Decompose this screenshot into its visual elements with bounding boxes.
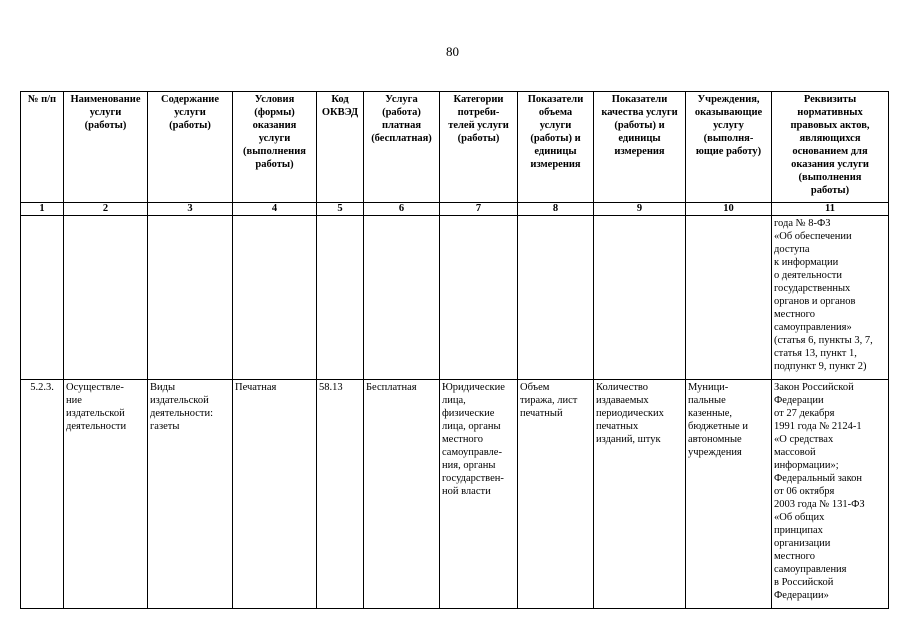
cell-line: 58.13 xyxy=(319,382,343,393)
column-number-row xyxy=(21,203,889,216)
column-number-11: 11 xyxy=(772,203,889,216)
column-number-9: 9 xyxy=(594,203,686,216)
cell-line: Муници- xyxy=(688,382,729,393)
cell-line: Показатели xyxy=(527,94,584,105)
cell-line: изданий, штук xyxy=(596,434,661,445)
table-cell-col9 xyxy=(594,380,686,609)
cell-line: Юридические xyxy=(442,382,505,393)
cell-line: Учреждения, xyxy=(697,94,760,105)
cell-line: местного xyxy=(774,309,815,320)
cell-line: периодических xyxy=(596,408,664,419)
column-header-4 xyxy=(233,92,317,203)
cell-line: казенные, xyxy=(688,408,732,419)
continuation-cell-2 xyxy=(64,216,148,380)
continuation-cell-11 xyxy=(772,216,889,380)
continuation-cell-3 xyxy=(148,216,233,380)
cell-line: услуги xyxy=(539,120,572,131)
cell-line: государствен- xyxy=(442,473,504,484)
table-cell-col11 xyxy=(772,380,889,609)
table-cell-col10 xyxy=(686,380,772,609)
continuation-cell-6 xyxy=(364,216,440,380)
column-header-7 xyxy=(440,92,518,203)
cell-line: (работы) и xyxy=(530,133,581,144)
cell-line: являющихся xyxy=(799,133,861,144)
table-row xyxy=(21,380,889,609)
cell-line: Категории xyxy=(453,94,504,105)
cell-line: издательской xyxy=(150,395,209,406)
cell-line: самоуправления» xyxy=(774,322,852,333)
table-cell-col7 xyxy=(440,380,518,609)
column-number-8: 8 xyxy=(518,203,594,216)
cell-line: бюджетные и xyxy=(688,421,748,432)
cell-line: Наименование xyxy=(70,94,141,105)
cell-line: местного xyxy=(442,434,483,445)
cell-line: платная xyxy=(381,120,422,131)
cell-line: качества услуги xyxy=(601,107,678,118)
cell-line: объема xyxy=(538,107,573,118)
cell-line: деятельности: xyxy=(150,408,214,419)
cell-line: государственных xyxy=(774,283,851,294)
cell-line: «О средствах xyxy=(774,434,834,445)
cell-line: оказывающие xyxy=(694,107,763,118)
cell-line: пальные xyxy=(688,395,726,406)
cell-line: (работы) и xyxy=(614,120,665,131)
cell-line: в Российской xyxy=(774,577,834,588)
cell-line: услугу xyxy=(713,120,744,131)
cell-line: подпункт 9, пункт 2) xyxy=(774,361,867,372)
cell-line: Показатели xyxy=(611,94,668,105)
cell-line: ной власти xyxy=(442,486,491,497)
cell-line: доступа xyxy=(774,244,810,255)
continuation-cell-1 xyxy=(21,216,64,380)
cell-line: № п/п xyxy=(27,94,57,105)
cell-line: (выполня- xyxy=(703,133,754,144)
column-number-10: 10 xyxy=(686,203,772,216)
cell-line: Осуществле- xyxy=(66,382,124,393)
cell-line: информации»; xyxy=(774,460,839,471)
cell-line: к информации xyxy=(774,257,839,268)
column-header-9 xyxy=(594,92,686,203)
page-number: 80 xyxy=(446,44,459,59)
cell-line: печатный xyxy=(520,408,563,419)
cell-line: физические xyxy=(442,408,495,419)
cell-line: «Об общих xyxy=(774,512,825,523)
cell-line: 1991 года № 2124-1 xyxy=(774,421,862,432)
cell-line: потреби- xyxy=(457,107,500,118)
cell-line: (выполнения xyxy=(243,146,306,157)
cell-line: лица, xyxy=(442,395,466,406)
column-header-6 xyxy=(364,92,440,203)
cell-line: ющие работу) xyxy=(695,146,762,157)
cell-line: органов и органов xyxy=(774,296,856,307)
cell-line: Услуга xyxy=(385,94,418,105)
column-header-10 xyxy=(686,92,772,203)
cell-line: организации xyxy=(774,538,831,549)
cell-line: услуги xyxy=(89,107,122,118)
cell-line: Федеральный закон xyxy=(774,473,863,484)
cell-line: Бесплатная xyxy=(366,382,417,393)
cell-line: Федерации xyxy=(774,395,824,406)
column-number-3: 3 xyxy=(148,203,233,216)
column-header-11 xyxy=(772,92,889,203)
cell-line: услуги xyxy=(174,107,206,118)
cell-line: основанием для xyxy=(792,146,868,157)
cell-line: Содержание xyxy=(161,94,219,105)
cell-line: тиража, лист xyxy=(520,395,578,406)
cell-line: 5.2.3. xyxy=(30,382,54,393)
cell-line: (работы) xyxy=(457,133,500,144)
cell-line: Печатная xyxy=(235,382,277,393)
cell-line: оказания услуги xyxy=(791,159,869,170)
cell-line: от 27 декабря xyxy=(774,408,835,419)
cell-line: (работы) xyxy=(84,120,127,131)
cell-line: о деятельности xyxy=(774,270,842,281)
table-cell-col2 xyxy=(64,380,148,609)
cell-line: 2003 года № 131-ФЗ xyxy=(774,499,865,510)
cell-line: единицы xyxy=(534,146,577,157)
cell-line: измерения xyxy=(614,146,665,157)
table-cell-col1 xyxy=(21,380,64,609)
table-cell-col6 xyxy=(364,380,440,609)
cell-line: телей услуги xyxy=(448,120,509,131)
column-number-6: 6 xyxy=(364,203,440,216)
cell-line: от 06 октября xyxy=(774,486,835,497)
column-number-1: 1 xyxy=(21,203,64,216)
column-number-7: 7 xyxy=(440,203,518,216)
cell-line: учреждения xyxy=(688,447,742,458)
cell-line: самоуправле- xyxy=(442,447,502,458)
continuation-cell-10 xyxy=(686,216,772,380)
table-cell-col8 xyxy=(518,380,594,609)
continuation-cell-4 xyxy=(233,216,317,380)
column-header-2 xyxy=(64,92,148,203)
cell-line: Количество xyxy=(596,382,649,393)
cell-line: издаваемых xyxy=(596,395,649,406)
cell-line: Федерации» xyxy=(774,590,829,601)
header-row xyxy=(21,92,889,203)
cell-line: ния, органы xyxy=(442,460,496,471)
column-header-3 xyxy=(148,92,233,203)
cell-line: измерения xyxy=(530,159,581,170)
cell-line: лица, органы xyxy=(442,421,501,432)
cell-line: Объем xyxy=(520,382,550,393)
cell-line: (работы) xyxy=(169,120,211,131)
table-cell-col4 xyxy=(233,380,317,609)
cell-line: (выполнения xyxy=(798,172,862,183)
table-cell-col5 xyxy=(317,380,364,609)
cell-line: Код xyxy=(331,94,349,105)
cell-line: нормативных xyxy=(797,107,863,118)
cell-line: печатных xyxy=(596,421,639,432)
cell-line: Закон Российской xyxy=(774,382,854,393)
cell-line: работы) xyxy=(255,159,294,170)
continuation-cell-7 xyxy=(440,216,518,380)
cell-line: года № 8-ФЗ xyxy=(774,218,831,229)
cell-line: ОКВЭД xyxy=(321,107,359,118)
cell-line: Реквизиты xyxy=(803,94,857,105)
cell-line: (бесплатная) xyxy=(371,133,432,144)
cell-line: услуги xyxy=(258,133,291,144)
cell-line: (статья 6, пункты 3, 7, xyxy=(774,335,873,346)
cell-line: самоуправления xyxy=(774,564,847,575)
cell-line: работы) xyxy=(810,185,850,196)
cell-line: газеты xyxy=(150,421,180,432)
column-header-8 xyxy=(518,92,594,203)
column-header-5 xyxy=(317,92,364,203)
column-number-2: 2 xyxy=(64,203,148,216)
cell-line: Условия xyxy=(254,94,295,105)
column-header-1 xyxy=(21,92,64,203)
cell-line: местного xyxy=(774,551,815,562)
continuation-row xyxy=(21,216,889,380)
cell-line: статья 13, пункт 1, xyxy=(774,348,857,359)
cell-line: Виды xyxy=(150,382,176,393)
cell-line: ние xyxy=(66,395,82,406)
table-cell-col3 xyxy=(148,380,233,609)
cell-line: принципах xyxy=(774,525,823,536)
cell-line: (формы) xyxy=(254,107,295,118)
cell-line: правовых актов, xyxy=(790,120,870,131)
services-table xyxy=(20,91,889,609)
cell-line: деятельности xyxy=(66,421,127,432)
cell-line: единицы xyxy=(618,133,661,144)
cell-line: издательской xyxy=(66,408,125,419)
cell-line: (работа) xyxy=(382,107,421,118)
cell-line: «Об обеспечении xyxy=(774,231,852,242)
continuation-cell-9 xyxy=(594,216,686,380)
cell-line: массовой xyxy=(774,447,816,458)
continuation-cell-8 xyxy=(518,216,594,380)
column-number-5: 5 xyxy=(317,203,364,216)
cell-line: автономные xyxy=(688,434,742,445)
column-number-4: 4 xyxy=(233,203,317,216)
continuation-cell-5 xyxy=(317,216,364,380)
cell-line: оказания xyxy=(252,120,297,131)
